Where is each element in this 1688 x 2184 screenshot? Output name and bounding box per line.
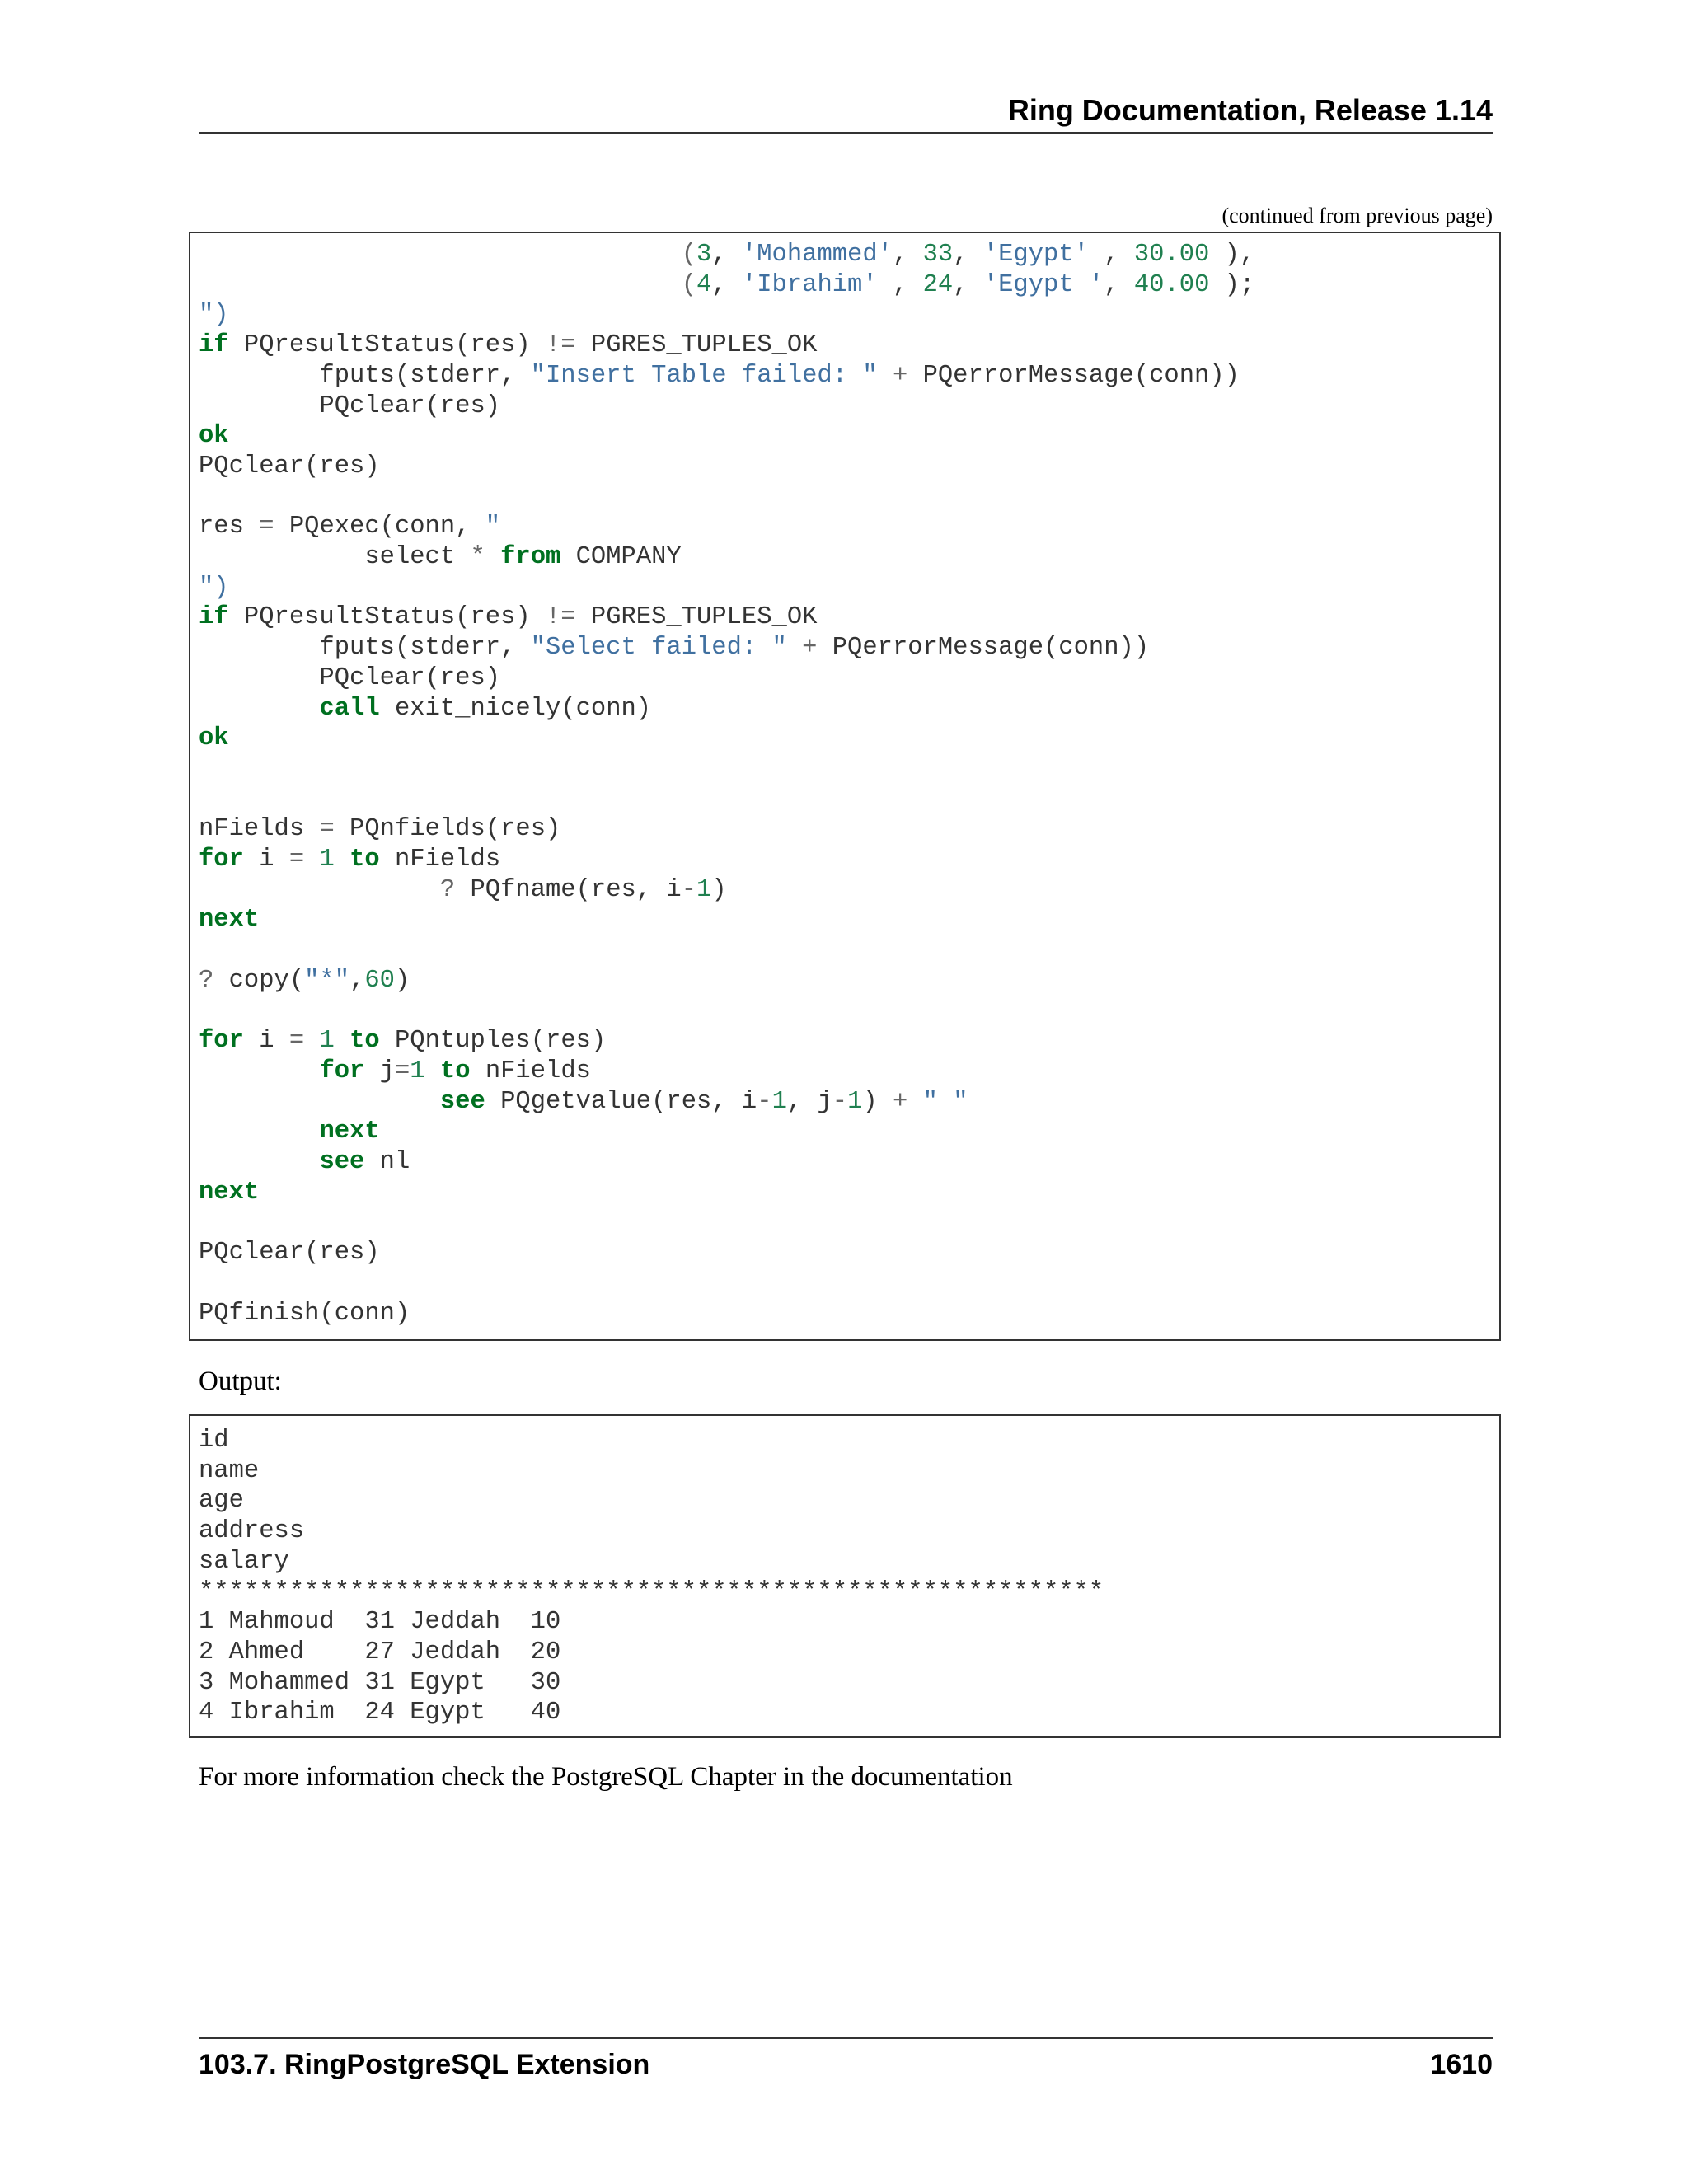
continued-note: (continued from previous page) [1221,204,1493,227]
code-token: " " [922,1087,968,1116]
code-token: != [545,603,576,632]
code-token: "Insert Table failed: " [530,361,878,390]
code-token: = [319,815,335,844]
document-title: Ring Documentation, Release 1.14 [1007,93,1493,127]
code-token: = [288,1027,305,1056]
output-line: 4 Ibrahim 24 Egypt 40 [199,1699,561,1727]
code-token: 1 [319,846,335,874]
output-listing [190,1416,1499,1728]
code-token [199,1057,319,1085]
code-token: nFields [470,1057,591,1085]
code-token: , [1088,241,1134,269]
code-token [485,543,500,571]
code-token: next [199,1178,260,1207]
code-line [199,574,229,602]
code-token [907,1088,922,1116]
code-token: ok [199,724,229,753]
code-token: , j [786,1087,832,1116]
code-token [335,846,349,874]
code-token: to [349,846,380,874]
code-token: 1 [696,875,712,904]
code-token: PQfinish(conn) [199,1299,410,1328]
output-line: address [199,1517,305,1546]
code-token: see [319,1148,365,1177]
code-line [199,452,380,480]
code-token: copy( [213,966,305,995]
code-token: + [802,634,818,663]
code-token: , [711,241,742,269]
code-block [189,232,1501,1341]
code-token: , [349,966,365,995]
code-line [199,603,817,631]
code-token: ") [199,301,229,330]
code-line [199,271,1254,299]
code-token: call [319,694,380,723]
code-token: " [485,513,501,541]
code-token: for [319,1057,365,1085]
code-token: next [319,1118,380,1146]
code-token [199,695,319,723]
code-line [199,241,1254,269]
code-token: , [892,241,923,269]
code-token: PQntuples(res) [379,1027,607,1056]
code-token: ? [439,875,456,904]
code-token: ok [199,422,229,451]
code-line [199,362,1240,390]
code-token: , [711,270,742,299]
output-line: name [199,1456,260,1485]
code-token: nl [364,1148,410,1177]
code-token: ) [862,1087,893,1116]
code-token: 'Mohammed' [741,241,893,269]
code-token: = [394,1057,410,1085]
output-line: 2 Ahmed 27 Jeddah 20 [199,1638,561,1666]
code-token: 1 [319,1027,335,1056]
code-line [199,422,229,450]
code-token: fputs(stderr, [199,634,531,663]
code-token: 24 [922,270,954,299]
code-token: != [545,331,576,360]
code-token: COMPANY [560,543,682,572]
footer-section-title: 103.7. RingPostgreSQL Extension [199,2049,650,2080]
code-token: ? [199,966,214,995]
code-token: , [953,270,983,299]
code-token [199,1088,440,1116]
code-token: 40.00 [1133,270,1210,299]
code-token: 'Ibrahim' [741,270,878,299]
code-token: fputs(stderr, [199,361,531,390]
code-token: - [757,1087,772,1116]
code-token: i [243,846,289,874]
code-token [425,1057,440,1085]
code-token: PQclear(res) [199,663,501,692]
code-token [335,1027,349,1055]
code-token: ( [681,241,697,269]
code-token: * [470,543,485,572]
code-line [199,664,500,692]
code-token: - [832,1087,848,1116]
code-token: ) [711,875,727,904]
output-block [189,1414,1501,1738]
code-token: PQclear(res) [199,391,501,420]
output-label: Output: [199,1366,282,1396]
code-token: PQclear(res) [199,452,380,480]
code-token: from [500,543,561,572]
output-line: 1 Mahmoud 31 Jeddah 10 [199,1608,561,1637]
code-token: for [199,846,244,874]
code-token: j [364,1057,395,1085]
output-line: salary [199,1547,289,1576]
code-token [304,1027,319,1055]
code-token [199,876,440,904]
code-token: , [953,241,983,269]
code-token: 1 [771,1087,787,1116]
code-token: PGRES_TUPLES_OK [575,331,818,360]
code-token: + [893,1087,908,1116]
code-line [199,513,500,541]
code-line [199,331,817,359]
code-token: PQerrorMessage(conn)) [817,634,1150,663]
code-line [199,634,1149,662]
code-line [199,906,259,934]
code-token [878,362,893,390]
code-token: see [439,1087,485,1116]
code-token: PQresultStatus(res) [228,331,546,360]
code-line [199,815,560,843]
code-token: to [349,1027,380,1056]
code-token: PQclear(res) [199,1239,380,1268]
code-line [199,967,410,995]
code-token: "Select failed: " [530,634,787,663]
code-token: 'Egypt ' [982,270,1104,299]
code-token: 'Egypt' [982,241,1089,269]
code-line [199,724,229,752]
code-token [199,1118,319,1146]
code-token: , [877,270,923,299]
code-token: PQfname(res, i [455,875,682,904]
code-token: i [243,1027,289,1056]
code-token: for [199,1027,244,1056]
code-token: nFields [199,815,320,844]
code-line [199,1118,380,1146]
code-token: if [199,331,229,360]
code-line [199,1239,380,1267]
page-footer [199,2037,1493,2080]
code-line [199,543,682,571]
code-token: "*" [304,966,350,995]
code-line [199,1300,410,1328]
code-token: ); [1209,270,1255,299]
code-token: = [259,513,274,541]
code-token: if [199,603,229,632]
code-token: ( [681,270,697,299]
code-token: PQresultStatus(res) [228,603,546,632]
code-token: - [681,875,697,904]
code-token: PQerrorMessage(conn)) [907,361,1240,390]
code-token [304,846,319,874]
code-token: 4 [696,270,712,299]
code-token: 1 [410,1057,425,1085]
code-token [787,634,802,662]
code-token: 60 [364,966,395,995]
code-token [199,271,682,299]
code-token: ), [1209,241,1255,269]
code-token: 30.00 [1133,241,1210,269]
footer-page-number: 1610 [1430,2049,1493,2080]
code-token: ") [199,573,229,602]
code-token: PGRES_TUPLES_OK [575,603,818,632]
code-token: PQnfields(res) [334,815,561,844]
code-token: 33 [922,241,954,269]
output-line: age [199,1487,244,1516]
code-token: to [439,1057,471,1085]
code-token: ) [394,966,410,995]
code-token: PQexec(conn, [274,513,485,541]
page-header [199,92,1493,134]
code-line [199,1027,606,1055]
code-token: res [199,513,260,541]
code-line [199,846,500,874]
output-line: ************************************************************ [199,1577,1104,1606]
code-token: next [199,906,260,935]
code-token: PQgetvalue(res, i [485,1087,757,1116]
code-line [199,695,651,723]
code-token [199,1148,319,1176]
code-line [199,876,727,904]
code-listing [190,233,1499,1329]
code-token: exit_nicely(conn) [379,694,652,723]
code-line [199,1179,259,1207]
code-token: , [1104,270,1134,299]
code-token: nFields [379,846,501,874]
code-line [199,301,229,329]
code-token [199,241,682,269]
code-line [199,1088,968,1116]
code-line [199,392,500,420]
code-line [199,1057,591,1085]
output-line: id [199,1427,229,1455]
code-line [199,1148,410,1176]
code-token: select [199,543,471,572]
code-token: + [892,361,908,390]
info-paragraph: For more information check the PostgreSQL Chapter in the documentation [199,1762,1013,1792]
code-token: = [288,846,305,874]
code-token: 3 [696,241,712,269]
code-token: 1 [847,1087,863,1116]
output-line: 3 Mohammed 31 Egypt 30 [199,1668,561,1697]
